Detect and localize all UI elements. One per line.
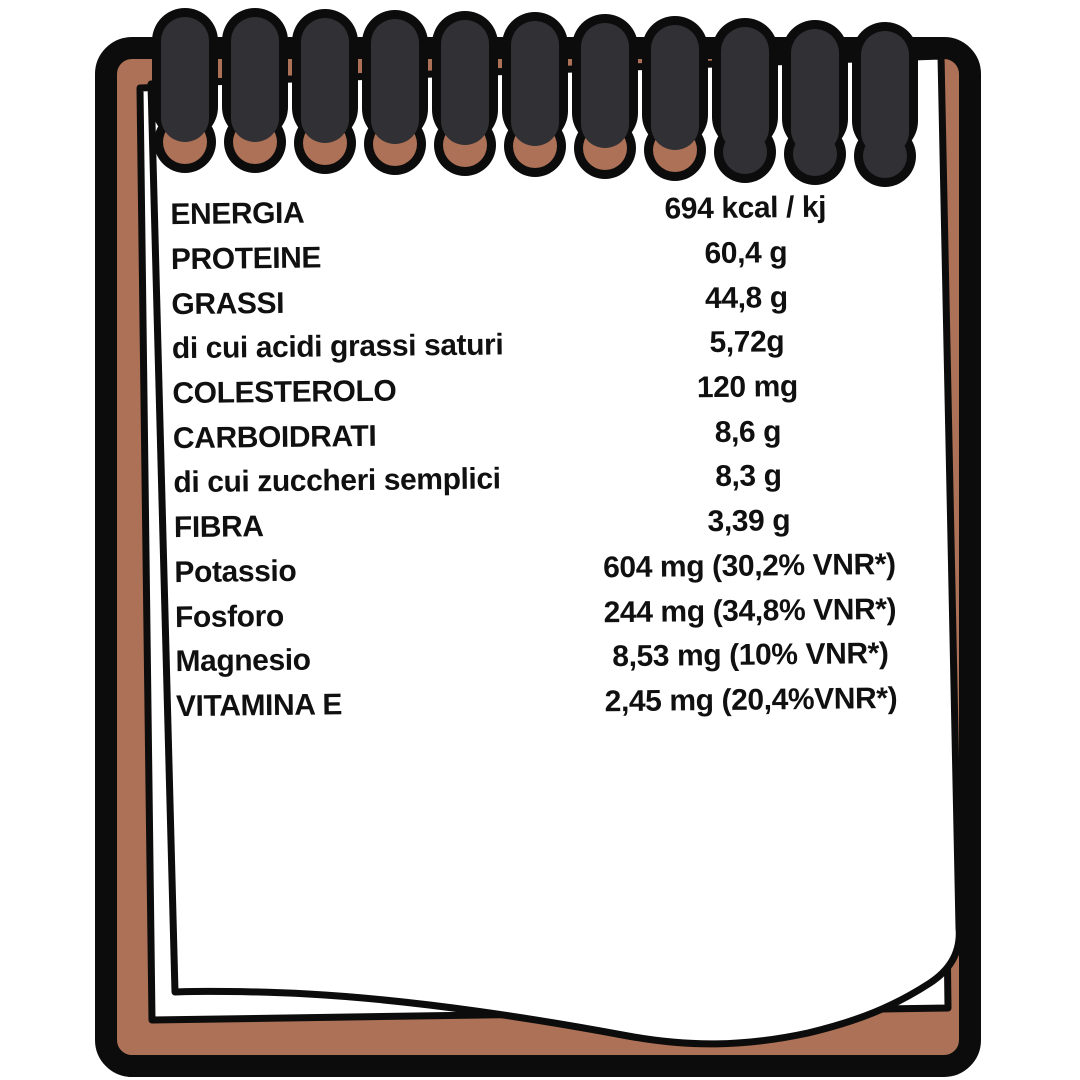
nutrition-table xyxy=(0,183,1080,731)
nutrient-label: Magnesio xyxy=(175,643,311,679)
nutrient-label: GRASSI xyxy=(171,286,285,321)
spiral-ring xyxy=(362,10,428,175)
nutrient-value: 2,45 mg (20,4%VNR*) xyxy=(604,681,898,719)
nutrient-label: CARBOIDRATI xyxy=(172,419,377,455)
nutrient-value: 604 mg (30,2% VNR*) xyxy=(602,547,896,585)
nutrient-value: 694 kcal / kj xyxy=(664,191,827,226)
nutrient-value: 244 mg (34,8% VNR*) xyxy=(603,592,897,629)
nutrient-value: 5,72g xyxy=(709,325,785,360)
spiral-ring xyxy=(502,12,568,177)
spiral-binding xyxy=(152,8,918,187)
nutrient-value: 44,8 g xyxy=(704,280,788,315)
nutrient-label: COLESTEROLO xyxy=(172,374,397,411)
nutrient-value: 3,39 g xyxy=(707,504,791,539)
nutrient-value: 8,6 g xyxy=(714,415,782,449)
spiral-ring xyxy=(432,11,498,176)
nutrient-value: 60,4 g xyxy=(704,236,788,271)
nutrient-label: Potassio xyxy=(174,554,297,589)
spiral-ring xyxy=(712,18,778,183)
spiral-ring xyxy=(292,9,358,174)
nutrient-label: VITAMINA E xyxy=(175,688,343,724)
spiral-ring xyxy=(152,8,218,173)
nutrient-label: di cui acidi grassi saturi xyxy=(171,328,504,366)
nutrient-label: FIBRA xyxy=(173,510,264,545)
nutrient-label: ENERGIA xyxy=(170,196,305,232)
nutrient-label: Fosforo xyxy=(174,599,284,634)
spiral-ring xyxy=(782,20,848,185)
nutrient-value: 120 mg xyxy=(696,370,799,405)
spiral-ring xyxy=(222,8,288,173)
spiral-ring xyxy=(642,16,708,181)
spiral-ring xyxy=(852,22,918,187)
spiral-ring xyxy=(572,14,638,179)
nutrient-value: 8,53 mg (10% VNR*) xyxy=(612,637,889,674)
nutrient-label: di cui zuccheri semplici xyxy=(173,462,501,500)
nutrient-label: PROTEINE xyxy=(170,241,322,277)
nutrient-value: 8,3 g xyxy=(715,459,782,494)
